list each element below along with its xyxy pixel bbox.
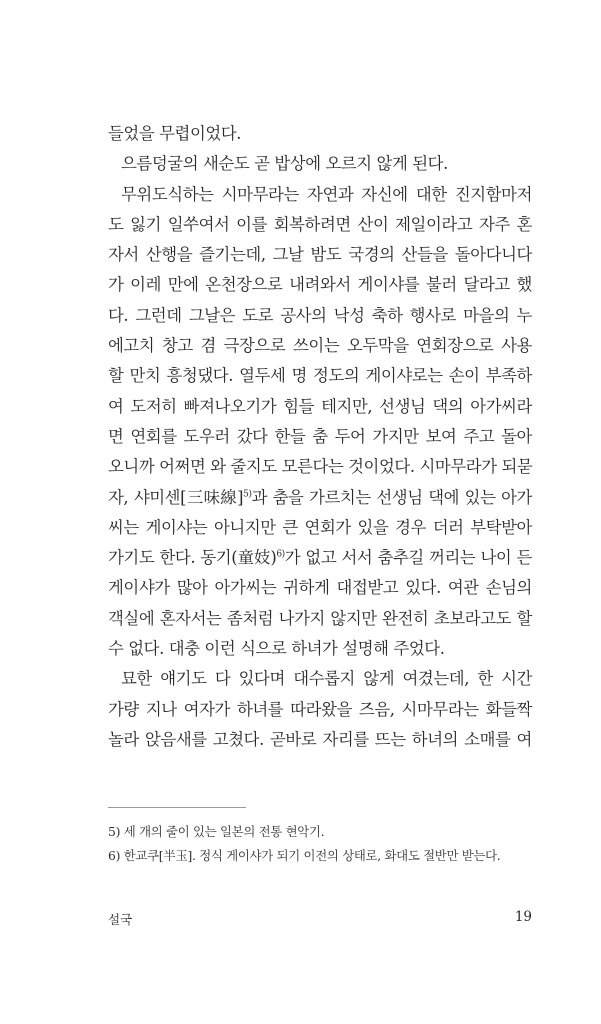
running-title: 설국 xyxy=(108,912,133,927)
text-line: 놀라 앉음새를 고쳤다. 곧바로 자리를 뜨는 하녀의 소매를 여 xyxy=(108,729,532,749)
text-line-with-footnote-ref xyxy=(108,543,532,573)
text-line: 가 이레 만에 온천장으로 내려와서 게이샤를 불러 달라고 했 xyxy=(108,275,532,295)
text-fragment: 과 춤을 가르치는 선생님 댁에 있는 아가 xyxy=(251,487,532,507)
footnote-divider xyxy=(108,807,246,808)
text-line: 게이샤가 많아 아가씨는 귀하게 대접받고 있다. 여관 손님의 xyxy=(108,578,532,598)
footnote-reference-5: 5) xyxy=(243,489,252,500)
text-line: 수 없다. 대충 이런 식으로 하녀가 설명해 주었다. xyxy=(108,639,445,659)
paragraph xyxy=(108,119,532,149)
text-line: 묘한 얘기도 다 있다며 대수롭지 않게 여겼는데, 한 시간 xyxy=(121,669,532,689)
text-line: 여 도저히 빠져나오기가 힘들 테지만, 선생님 댁의 아가씨라 xyxy=(108,396,532,416)
text-line: 가량 지나 여자가 하녀를 따라왔을 즈음, 시마무라는 화들짝 xyxy=(108,699,532,719)
paragraph xyxy=(108,180,532,665)
footnotes xyxy=(108,820,532,868)
paragraph xyxy=(108,149,532,179)
text-line: 씨는 게이샤는 아니지만 큰 연회가 있을 경우 더러 부탁받아 xyxy=(108,517,532,537)
footnote-5: 5) 세 개의 줄이 있는 일본의 전통 현악기. xyxy=(108,824,325,839)
text-fragment: 가기도 한다. 동기(童妓) xyxy=(108,548,277,568)
body-text xyxy=(108,119,532,755)
text-fragment: 가 없고 서서 춤추길 꺼리는 나이 든 xyxy=(284,548,532,568)
text-line: 다. 그런데 그날은 도로 공사의 낙성 축하 행사로 마을의 누 xyxy=(108,305,532,325)
text-line: 들었을 무렵이었다. xyxy=(108,124,242,143)
text-line: 면 연회를 도우러 갔다 한들 춤 두어 가지만 보여 주고 돌아 xyxy=(108,426,532,446)
page-number: 19 xyxy=(514,909,532,925)
text-fragment: 자, 샤미센[三味線] xyxy=(108,487,244,507)
paragraph xyxy=(108,664,532,755)
text-line: 무위도식하는 시마무라는 자연과 자신에 대한 진지함마저 xyxy=(121,184,532,204)
text-line-with-footnote-ref xyxy=(108,483,532,513)
text-line: 도 잃기 일쑤여서 이를 회복하려면 산이 제일이라고 자주 혼 xyxy=(108,214,532,234)
footnote-6: 6) 한교쿠[半玉]. 정식 게이샤가 되기 이전의 상태로, 화대도 절반만 받는다. xyxy=(108,848,501,863)
text-line: 오니까 어쩌면 와 줄지도 모른다는 것이었다. 시마무라가 되묻 xyxy=(108,457,533,477)
text-line: 자서 산행을 즐기는데, 그날 밤도 국경의 산들을 돌아다니다 xyxy=(108,245,532,265)
footnote-reference-6: 6) xyxy=(276,549,285,560)
text-line: 으름덩굴의 새순도 곧 밥상에 오르지 않게 된다. xyxy=(121,154,448,174)
text-line: 에고치 창고 겸 극장으로 쓰이는 오두막을 연회장으로 사용 xyxy=(108,336,532,356)
text-line: 할 만치 흥청댔다. 열두세 명 정도의 게이샤로는 손이 부족하 xyxy=(108,366,532,386)
text-line: 객실에 혼자서는 좀처럼 나가지 않지만 완전히 초보라고도 할 xyxy=(108,608,532,628)
